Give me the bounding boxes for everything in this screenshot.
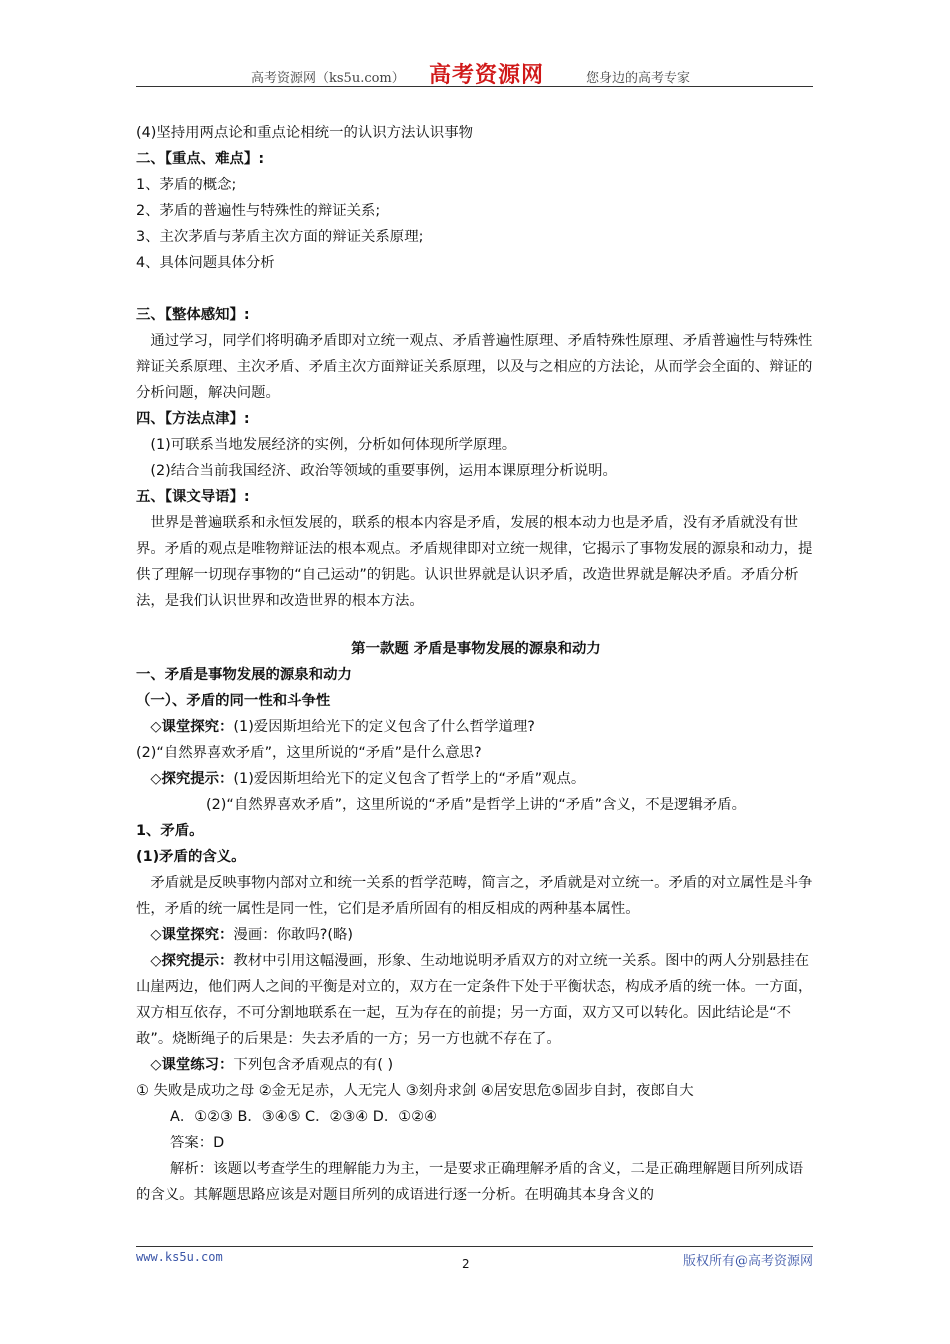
method-2: (2)结合当前我国经济、政治等领域的重要事例，运用本课原理分析说明。 (150, 463, 617, 479)
hint-answer-b: (2)“自然界喜欢矛盾”，这里所说的“矛盾”是哲学上讲的“矛盾”含义，不是逻辑矛盾。 (206, 797, 747, 813)
objective-4: (4)坚持用两点论和重点论相统一的认识方法认识事物 (136, 125, 473, 141)
definition-paragraph: 矛盾就是反映事物内部对立和统一关系的哲学范畴，简言之，矛盾就是对立统一。矛盾的对立属性是斗争性，矛盾的统一属性是同一性，它们是矛盾所固有的相反相成的两种基本属性。 (136, 875, 813, 917)
point-contradiction-meaning: (1)矛盾的含义。 (136, 849, 246, 865)
inquiry-hint-1 (136, 766, 816, 792)
inquiry-hint-2 (136, 948, 816, 1052)
exercise-label: ◇课堂练习： (150, 1057, 234, 1073)
header-slogan: 您身边的高考专家 (586, 71, 691, 86)
footer-url: www.ks5u.com (136, 1250, 223, 1264)
inquiry-label: ◇课堂探究： (150, 927, 234, 943)
class-exercise (136, 1052, 816, 1078)
class-inquiry-1 (136, 714, 816, 740)
hint-label: ◇探究提示： (150, 953, 234, 969)
page-footer (136, 1246, 813, 1271)
overview-paragraph: 通过学习，同学们将明确矛盾即对立统一观点、矛盾普遍性原理、矛盾特殊性原理、矛盾普遍性与特殊性辩证关系原理、主次矛盾、矛盾主次方面辩证关系原理，以及与之相应的方法论，从而学会全面的、辩证的分析问题，解决问题。 (136, 333, 813, 401)
key-point-4: 4、具体问题具体分析 (136, 255, 275, 271)
heading-methods: 四、【方法点津】: (136, 411, 250, 427)
exercise-analysis: 解析：该题以考查学生的理解能力为主，一是要求正确理解矛盾的含义，二是正确理解题目所列成语的含义。其解题思路应该是对题目所列的成语进行逐一分析。在明确其本身含义的 (136, 1161, 804, 1203)
footer-copyright: 版权所有@高考资源网 (682, 1254, 813, 1269)
page-number: 2 (462, 1257, 470, 1271)
hint-label: ◇探究提示： (150, 771, 234, 787)
exercise-question: 下列包含矛盾观点的有( ) (233, 1057, 394, 1073)
subsection-1-1: （一）、矛盾的同一性和斗争性 (136, 693, 331, 709)
page-header (136, 62, 813, 87)
header-site-name: 高考资源网（ks5u.com） (251, 71, 405, 86)
key-point-1: 1、茅盾的概念; (136, 177, 237, 193)
point-contradiction: 1、矛盾。 (136, 823, 204, 839)
site-logo: 高考资源网 (429, 62, 545, 88)
heading-key-points: 二、【重点、难点】: (136, 151, 265, 167)
spacer (136, 276, 816, 302)
key-point-3: 3、主次茅盾与茅盾主次方面的辩证关系原理; (136, 229, 424, 245)
class-inquiry-2 (136, 922, 816, 948)
method-1: (1)可联系当地发展经济的实例，分析如何体现所学原理。 (150, 437, 517, 453)
heading-overview: 三、【整体感知】: (136, 307, 250, 323)
inquiry-question-a: (1)爱因斯坦给光下的定义包含了什么哲学道理? (233, 719, 535, 735)
introduction-paragraph: 世界是普遍联系和永恒发展的，联系的根本内容是矛盾，发展的根本动力也是矛盾，没有矛盾就没有世界。矛盾的观点是唯物辩证法的根本观点。矛盾规律即对立统一规律，它揭示了事物发展的源泉和动力，提供了理解一切现存事物的“自己运动”的钥匙。认识世界就是认识矛盾，改造世界就是解决矛盾。矛盾分析法，是我们认识世界和改造世界的根本方法。 (136, 515, 813, 609)
inquiry-label: ◇课堂探究： (150, 719, 234, 735)
inquiry-text: 漫画：你敢吗?(略) (233, 927, 354, 943)
document-body (136, 120, 816, 1208)
subsection-1: 一、矛盾是事物发展的源泉和动力 (136, 667, 352, 683)
key-point-2: 2、茅盾的普遍性与特殊性的辩证关系; (136, 203, 381, 219)
spacer (136, 614, 816, 636)
section-title: 第一款题 矛盾是事物发展的源泉和动力 (351, 641, 601, 657)
exercise-answer: 答案：D (170, 1135, 225, 1151)
exercise-choices: A．①②③ B．③④⑤ C．②③④ D．①②④ (170, 1109, 437, 1125)
hint-answer-a: (1)爱因斯坦给光下的定义包含了哲学上的“矛盾”观点。 (233, 771, 586, 787)
inquiry-question-b: (2)“自然界喜欢矛盾”，这里所说的“矛盾”是什么意思? (136, 745, 482, 761)
heading-introduction: 五、【课文导语】: (136, 489, 250, 505)
exercise-options: ① 失败是成功之母 ②金无足赤，人无完人 ③刻舟求剑 ④居安思危⑤固步自封，夜郎自大 (136, 1083, 694, 1099)
hint-text: 教材中引用这幅漫画，形象、生动地说明矛盾双方的对立统一关系。图中的两人分别悬挂在山崖两边，他们两人之间的平衡是对立的，双方在一定条件下处于平衡状态，构成矛盾的统一体。一方面，双方相互依存，不可分割地联系在一起，互为存在的前提；另一方面，双方又可以转化。因此结论是“不敢”。烧断绳子的后果是：失去矛盾的一方；另一方也就不存在了。 (136, 953, 813, 1047)
